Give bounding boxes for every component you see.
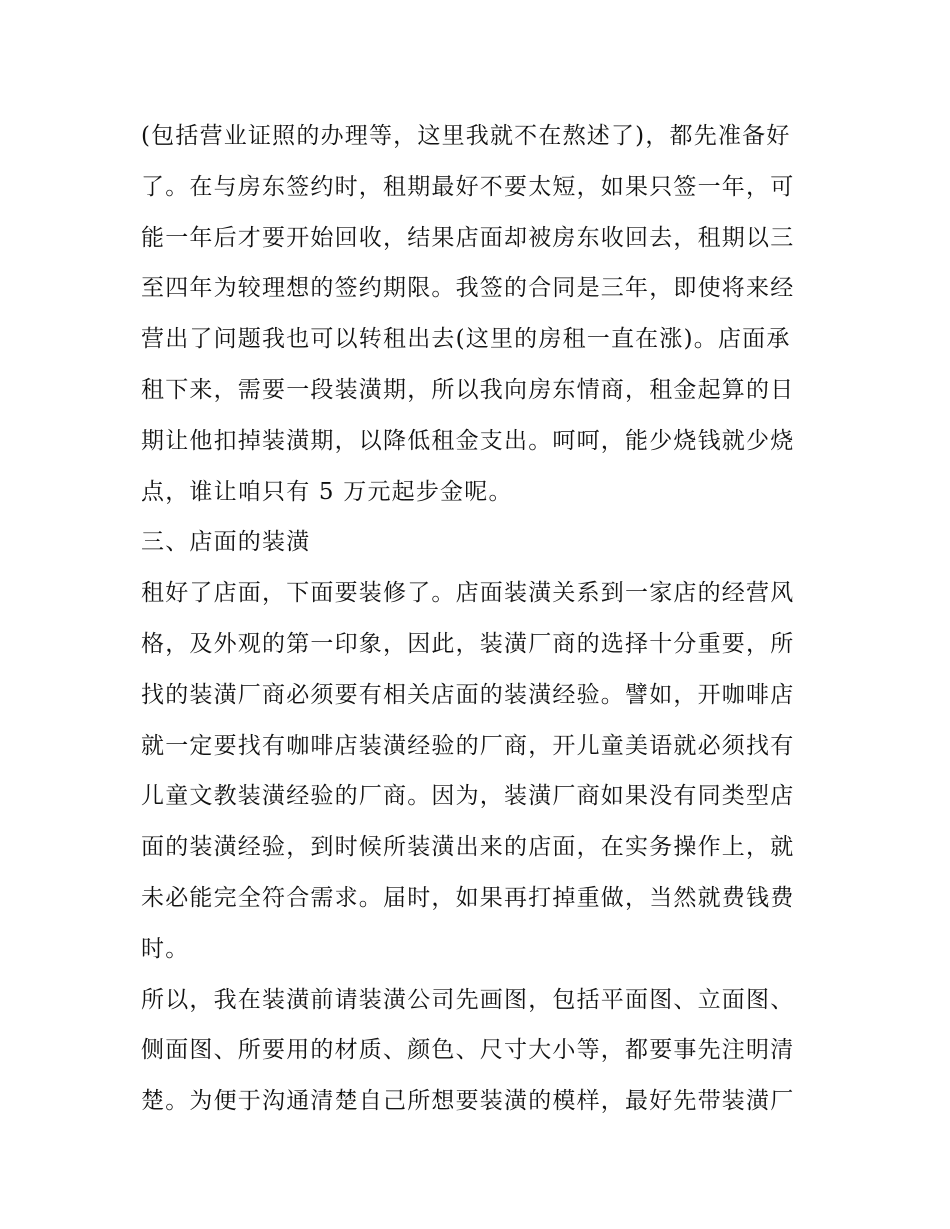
text-line: 时。 <box>141 935 190 962</box>
section-heading: 三、店面的装潢 <box>141 529 311 556</box>
text-line: 租好了店面，下面要装修了。店面装潢关系到一家店的经营风 <box>141 580 795 607</box>
text-line: 儿童文教装潢经验的厂商。因为，装潢厂商如果没有同类型店 <box>141 783 795 810</box>
text-line: 未必能完全符合需求。届时，如果再打掉重做，当然就费钱费 <box>141 884 795 911</box>
text-line: 了。在与房东签约时，租期最好不要太短，如果只签一年，可 <box>141 173 795 200</box>
text-line: 点，谁让咱只有 5 万元起步金呢。 <box>141 478 513 505</box>
text-line: 楚。为便于沟通清楚自己所想要装潢的模样，最好先带装潢厂 <box>141 1088 795 1115</box>
text-line: 格，及外观的第一印象，因此，装潢厂商的选择十分重要，所 <box>141 630 795 657</box>
text-line: 面的装潢经验，到时候所装潢出来的店面，在实务操作上，就 <box>141 834 795 861</box>
text-line: 侧面图、所要用的材质、颜色、尺寸大小等，都要事先注明清 <box>141 1037 795 1064</box>
text-line: 能一年后才要开始回收，结果店面却被房东收回去，租期以三 <box>141 224 795 251</box>
text-line: 期让他扣掉装潢期，以降低租金支出。呵呵，能少烧钱就少烧 <box>141 427 795 454</box>
text-line: (包括营业证照的办理等，这里我就不在熬述了)，都先准备好 <box>141 123 791 149</box>
text-line: 就一定要找有咖啡店装潢经验的厂商，开儿童美语就必须找有 <box>141 732 795 759</box>
text-line: 找的装潢厂商必须要有相关店面的装潢经验。譬如，开咖啡店 <box>141 681 795 708</box>
text-line: 租下来，需要一段装潢期，所以我向房东情商，租金起算的日 <box>141 376 795 403</box>
document-body <box>141 111 811 1127</box>
text-line: 营出了问题我也可以转租出去(这里的房租一直在涨)。店面承 <box>141 326 791 353</box>
text-line: 所以，我在装潢前请装潢公司先画图，包括平面图、立面图、 <box>141 986 795 1013</box>
text-line: 至四年为较理想的签约期限。我签的合同是三年，即使将来经 <box>141 275 795 302</box>
